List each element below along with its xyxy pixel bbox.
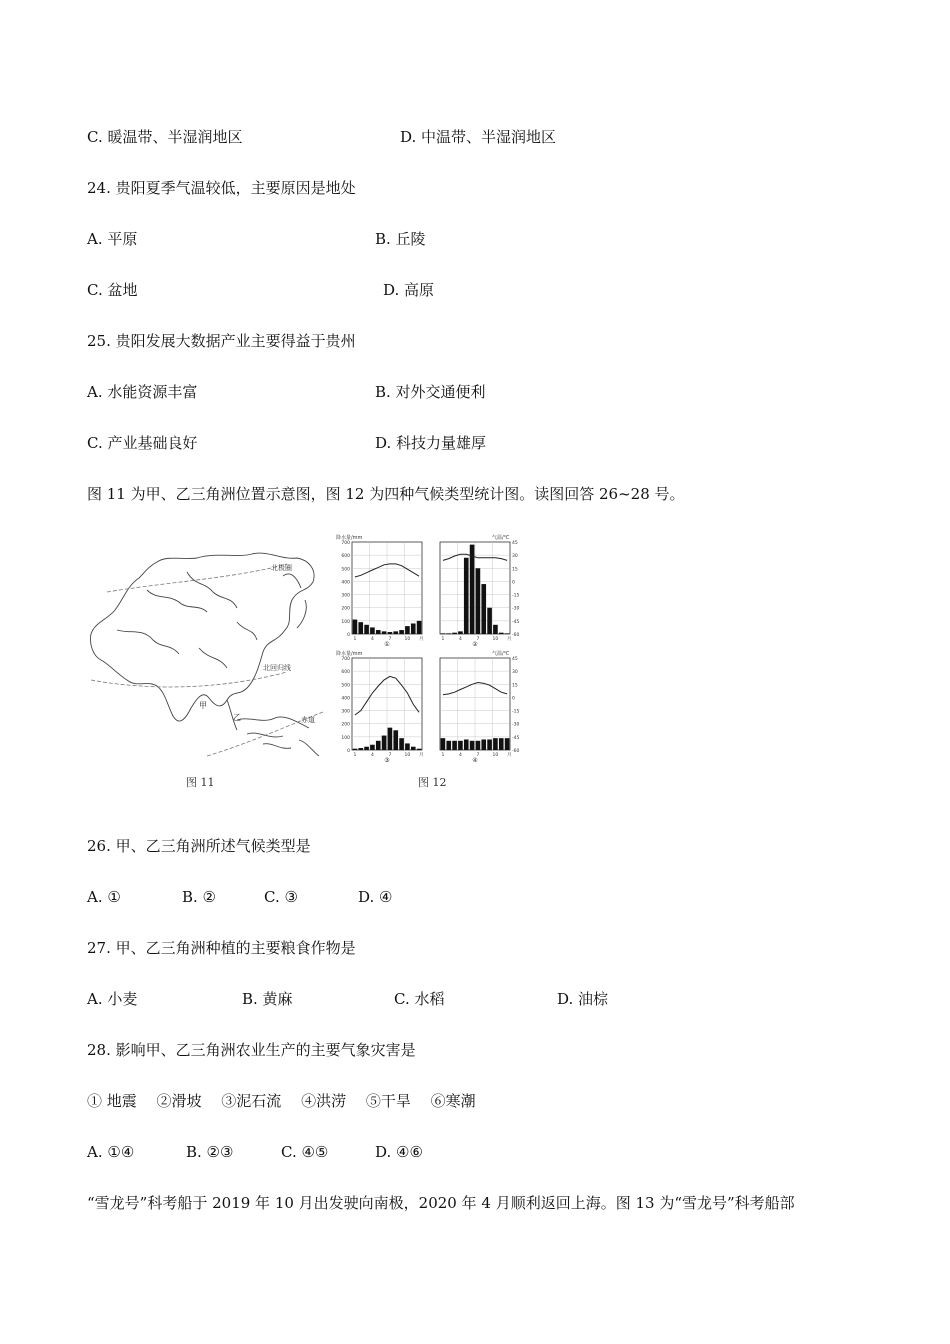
month-tick-label: 10: [492, 753, 499, 758]
precip-bar: [358, 748, 363, 750]
month-axis-label: 月: [419, 637, 424, 642]
delta-jia-label: 甲: [199, 701, 207, 710]
q28-option-d: D. ④⑥: [375, 1143, 423, 1161]
precip-bar: [388, 632, 393, 634]
next-section-intro: “雪龙号”科考船于 2019 年 10 月出发驶向南极，2020 年 4 月顺利返回上海。图 13 为“雪龙号”科考船部: [87, 1194, 795, 1212]
precip-bar: [505, 633, 510, 634]
precip-tick-label: 0: [347, 633, 350, 638]
precip-bar: [399, 738, 404, 750]
precip-bar: [505, 738, 510, 750]
precip-bar: [399, 630, 404, 634]
temp-tick-label: -60: [512, 633, 520, 638]
climate-chart-number: ②: [472, 641, 478, 648]
month-tick-label: 7: [476, 753, 480, 758]
precip-tick-label: 300: [341, 709, 350, 715]
precip-bar: [481, 584, 486, 634]
month-axis-label: 月: [507, 637, 512, 642]
precip-bar: [382, 631, 387, 634]
q23-option-c: C. 暖温带、半湿润地区: [87, 128, 243, 146]
month-axis-label: 月: [419, 753, 424, 758]
precip-bar: [458, 631, 463, 634]
temp-tick-label: -30: [512, 606, 520, 612]
q27-option-a: A. 小麦: [87, 990, 138, 1008]
q25-option-b: B. 对外交通便利: [375, 383, 486, 401]
precip-bar: [411, 747, 416, 750]
precip-bar: [499, 633, 504, 634]
q27-stem: 27. 甲、乙三角洲种植的主要粮食作物是: [87, 939, 356, 957]
precip-bar: [370, 745, 375, 750]
q24-option-a: A. 平原: [87, 230, 138, 248]
q28-option-b: B. ②③: [186, 1143, 234, 1161]
precip-bar: [493, 738, 498, 750]
temp-tick-label: -15: [512, 709, 520, 715]
precip-bar: [370, 627, 375, 634]
precip-bar: [458, 741, 463, 750]
precip-bar: [464, 558, 469, 634]
figure-12-caption: 图 12: [418, 776, 447, 789]
q26-option-d: D. ④: [358, 888, 393, 906]
precip-tick-label: 500: [341, 567, 350, 573]
precip-tick-label: 200: [341, 606, 350, 612]
climate-chart-number: ③: [384, 757, 390, 764]
q24-option-b: B. 丘陵: [375, 230, 426, 248]
precip-tick-label: 0: [347, 749, 350, 754]
q26-option-b: B. ②: [182, 888, 217, 906]
climate-chart-number: ①: [384, 641, 390, 648]
precip-tick-label: 700: [341, 657, 350, 662]
temp-axis-label: 气温/℃: [492, 535, 510, 541]
figure-11-caption: 图 11: [186, 776, 215, 789]
precip-bar: [487, 608, 492, 634]
month-tick-label: 4: [370, 637, 374, 642]
delta-yi-label: 乙: [233, 713, 241, 722]
q26-stem: 26. 甲、乙三角洲所述气候类型是: [87, 837, 311, 855]
precip-bar: [358, 622, 363, 634]
precip-bar: [470, 545, 475, 634]
q23-option-d: D. 中温带、半湿润地区: [400, 128, 557, 146]
month-tick-label: 1: [353, 637, 357, 642]
temp-tick-label: -45: [512, 619, 520, 625]
precip-tick-label: 600: [341, 670, 350, 676]
precip-bar: [441, 633, 446, 634]
q28-option-c: C. ④⑤: [281, 1143, 329, 1161]
arctic-circle-label: 北极圈: [271, 564, 292, 572]
precip-tick-label: 700: [341, 541, 350, 546]
figure-11-map: [87, 530, 325, 768]
temp-tick-label: 0: [512, 580, 515, 586]
q24-option-c: C. 盆地: [87, 281, 138, 299]
precip-bar: [487, 739, 492, 750]
month-tick-label: 1: [441, 753, 445, 758]
temp-tick-label: 30: [512, 670, 518, 676]
month-tick-label: 4: [370, 753, 374, 758]
temp-tick-label: -15: [512, 593, 520, 599]
month-tick-label: 1: [441, 637, 445, 642]
precip-bar: [476, 741, 481, 750]
temp-tick-label: 15: [512, 683, 518, 689]
temp-tick-label: -60: [512, 749, 520, 754]
q25-option-d: D. 科技力量雄厚: [375, 434, 487, 452]
climate-chart-number: ④: [472, 757, 478, 764]
precip-axis-label: 降水量/mm: [336, 535, 363, 541]
precip-bar: [393, 730, 398, 750]
precip-bar: [417, 621, 422, 634]
precip-tick-label: 200: [341, 722, 350, 728]
month-tick-label: 1: [353, 753, 357, 758]
precip-bar: [446, 633, 451, 634]
temp-tick-label: 45: [512, 541, 518, 546]
precip-bar: [393, 631, 398, 634]
precip-bar: [452, 633, 457, 634]
month-tick-label: 10: [404, 637, 411, 642]
temp-tick-label: 0: [512, 696, 515, 702]
q28-option-a: A. ①④: [87, 1143, 135, 1161]
precip-bar: [353, 620, 358, 634]
precip-bar: [405, 626, 410, 634]
temp-tick-label: -30: [512, 722, 520, 728]
precip-bar: [446, 741, 451, 750]
precip-bar: [481, 739, 486, 750]
precip-bar: [493, 625, 498, 634]
q28-items: ① 地震 ②滑坡 ③泥石流 ④洪涝 ⑤干旱 ⑥寒潮: [87, 1092, 476, 1110]
precip-bar: [441, 738, 446, 750]
precip-bar: [470, 741, 475, 750]
precip-bar: [476, 568, 481, 634]
month-tick-label: 7: [476, 637, 480, 642]
precip-bar: [364, 625, 369, 634]
q27-option-b: B. 黄麻: [242, 990, 293, 1008]
precip-bar: [499, 738, 504, 750]
precip-bar: [376, 741, 381, 750]
figure-12-climate-charts: [334, 530, 530, 768]
precip-bar: [364, 747, 369, 750]
temp-tick-label: 15: [512, 567, 518, 573]
precip-tick-label: 400: [341, 580, 350, 586]
precip-bar: [376, 630, 381, 634]
precip-bar: [464, 739, 469, 750]
month-tick-label: 7: [388, 637, 392, 642]
temp-tick-label: 45: [512, 657, 518, 662]
precip-bar: [417, 749, 422, 750]
precip-bar: [353, 749, 358, 750]
precip-tick-label: 500: [341, 683, 350, 689]
precip-tick-label: 100: [341, 735, 350, 741]
month-axis-label: 月: [507, 753, 512, 758]
q25-stem: 25. 贵阳发展大数据产业主要得益于贵州: [87, 332, 356, 350]
q26-option-a: A. ①: [87, 888, 121, 906]
q25-option-c: C. 产业基础良好: [87, 434, 198, 452]
precip-tick-label: 100: [341, 619, 350, 625]
precip-bar: [405, 743, 410, 750]
figure-intro: 图 11 为甲、乙三角洲位置示意图，图 12 为四种气候类型统计图。读图回答 26~28 号。: [87, 485, 685, 503]
month-tick-label: 7: [388, 753, 392, 758]
precip-tick-label: 600: [341, 554, 350, 560]
month-tick-label: 10: [404, 753, 411, 758]
equator-label: 赤道: [301, 716, 315, 724]
precip-tick-label: 400: [341, 696, 350, 702]
temp-axis-label: 气温/℃: [492, 651, 510, 657]
precip-tick-label: 300: [341, 593, 350, 599]
month-tick-label: 4: [458, 753, 462, 758]
q27-option-c: C. 水稻: [394, 990, 445, 1008]
q24-option-d: D. 高原: [383, 281, 435, 299]
precip-bar: [382, 736, 387, 750]
q26-option-c: C. ③: [264, 888, 298, 906]
q27-option-d: D. 油棕: [557, 990, 609, 1008]
precip-axis-label: 降水量/mm: [336, 651, 363, 657]
q24-stem: 24. 贵阳夏季气温较低，主要原因是地处: [87, 179, 356, 197]
tropic-of-cancer-label: 北回归线: [263, 664, 291, 672]
temp-tick-label: -45: [512, 735, 520, 741]
precip-bar: [411, 623, 416, 634]
month-tick-label: 4: [458, 637, 462, 642]
q28-stem: 28. 影响甲、乙三角洲农业生产的主要气象灾害是: [87, 1041, 416, 1059]
precip-bar: [388, 728, 393, 750]
q25-option-a: A. 水能资源丰富: [87, 383, 198, 401]
temp-tick-label: 30: [512, 554, 518, 560]
precip-bar: [452, 741, 457, 750]
month-tick-label: 10: [492, 637, 499, 642]
